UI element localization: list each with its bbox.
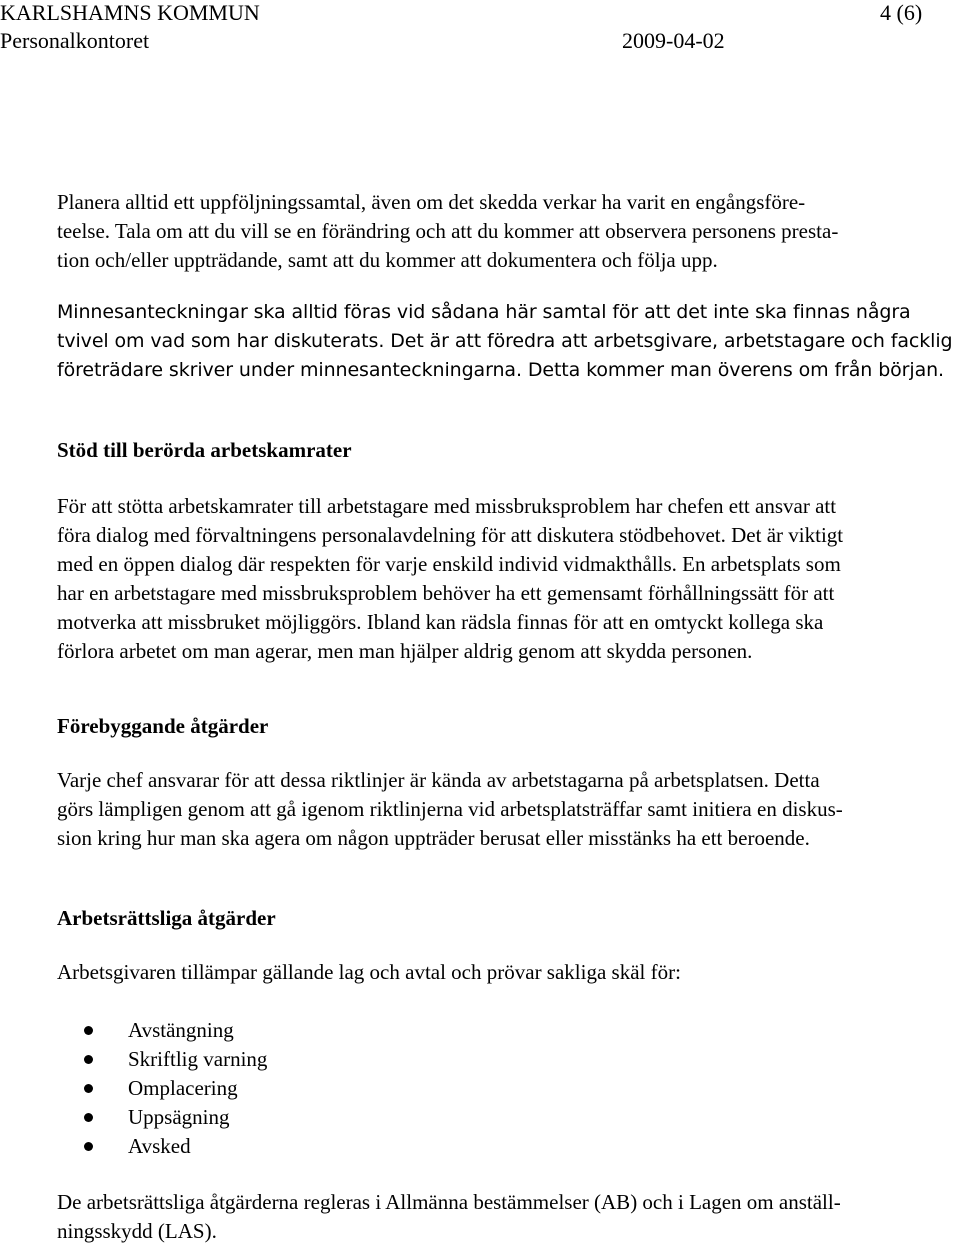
paragraph-line: tvivel om vad som har diskuterats. Det är att föredra att arbetsgivare, arbetstagare och facklig — [57, 330, 953, 352]
paragraph-line: För att stötta arbetskamrater till arbetstagare med missbruksproblem har chefen ett ansvar att — [57, 494, 837, 518]
heading-preventive: Förebyggande åtgärder — [57, 714, 269, 738]
paragraph-line: motverka att missbruket möjliggörs. Ibland kan rädsla finnas för att en omtyckt kollega ska — [57, 610, 824, 634]
paragraph-labour-law-closing — [57, 1188, 957, 1246]
header-date: 2009-04-02 — [622, 28, 725, 53]
paragraph-line: förlora arbetet om man agerar, men man hjälper aldrig genom att skydda personen. — [57, 639, 753, 663]
paragraph-line: tion och/eller uppträdande, samt att du kommer att dokumentera och följa upp. — [57, 248, 718, 272]
bullet-icon — [84, 1113, 93, 1122]
paragraph-line: ningsskydd (LAS). — [57, 1219, 217, 1243]
list-item-label: Avsked — [128, 1134, 191, 1158]
paragraph-line: Minnesanteckningar ska alltid föras vid sådana här samtal för att det inte ska finnas några — [57, 301, 911, 323]
paragraph-labour-law-intro — [57, 958, 957, 987]
paragraph-support — [57, 492, 957, 666]
bullet-icon — [84, 1084, 93, 1093]
paragraph-line: Arbetsgivaren tillämpar gällande lag och avtal och prövar sakliga skäl för: — [57, 960, 681, 984]
paragraph-line: företrädare skriver under minnesanteckningarna. Detta kommer man överens om från början. — [57, 359, 944, 381]
paragraph-notes — [57, 298, 957, 385]
paragraph-line: Planera alltid ett uppföljningssamtal, även om det skedda verkar ha varit en engångsföre- — [57, 190, 806, 214]
bullet-icon — [84, 1055, 93, 1064]
header-organization: KARLSHAMNS KOMMUN — [0, 0, 260, 25]
list-item-label: Avstängning — [128, 1018, 234, 1042]
paragraph-line: görs lämpligen genom att gå igenom riktlinjerna vid arbetsplatsträffar samt initiera en diskus- — [57, 797, 843, 821]
header-department: Personalkontoret — [0, 28, 150, 53]
heading-support: Stöd till berörda arbetskamrater — [57, 438, 352, 462]
paragraph-line: med en öppen dialog där respekten för varje enskild individ vidmakthålls. En arbetsplats som — [57, 552, 841, 576]
paragraph-line: har en arbetstagare med missbruksproblem behöver ha ett gemensamt förhållningssätt för att — [57, 581, 835, 605]
header-page-number: 4 (6) — [880, 0, 923, 25]
paragraph-line: sion kring hur man ska agera om någon uppträder berusat eller misstänks ha ett beroende. — [57, 826, 810, 850]
bullet-icon — [84, 1026, 93, 1035]
list-item-label: Uppsägning — [128, 1105, 230, 1129]
paragraph-line: föra dialog med förvaltningens personalavdelning för att diskutera stödbehovet. Det är viktigt — [57, 523, 844, 547]
list-item-label: Omplacering — [128, 1076, 238, 1100]
paragraph-line: teelse. Tala om att du vill se en förändring och att du kommer att observera personens presta- — [57, 219, 839, 243]
paragraph-line: De arbetsrättsliga åtgärderna regleras i Allmänna bestämmelser (AB) och i Lagen om anställ- — [57, 1190, 841, 1214]
paragraph-followup — [57, 188, 957, 275]
bullet-icon — [84, 1142, 93, 1151]
paragraph-preventive — [57, 766, 957, 853]
paragraph-line: Varje chef ansvarar för att dessa riktlinjer är kända av arbetstagarna på arbetsplatsen. Detta — [57, 768, 820, 792]
heading-labour-law: Arbetsrättsliga åtgärder — [57, 906, 276, 930]
list-item-label: Skriftlig varning — [128, 1047, 268, 1071]
